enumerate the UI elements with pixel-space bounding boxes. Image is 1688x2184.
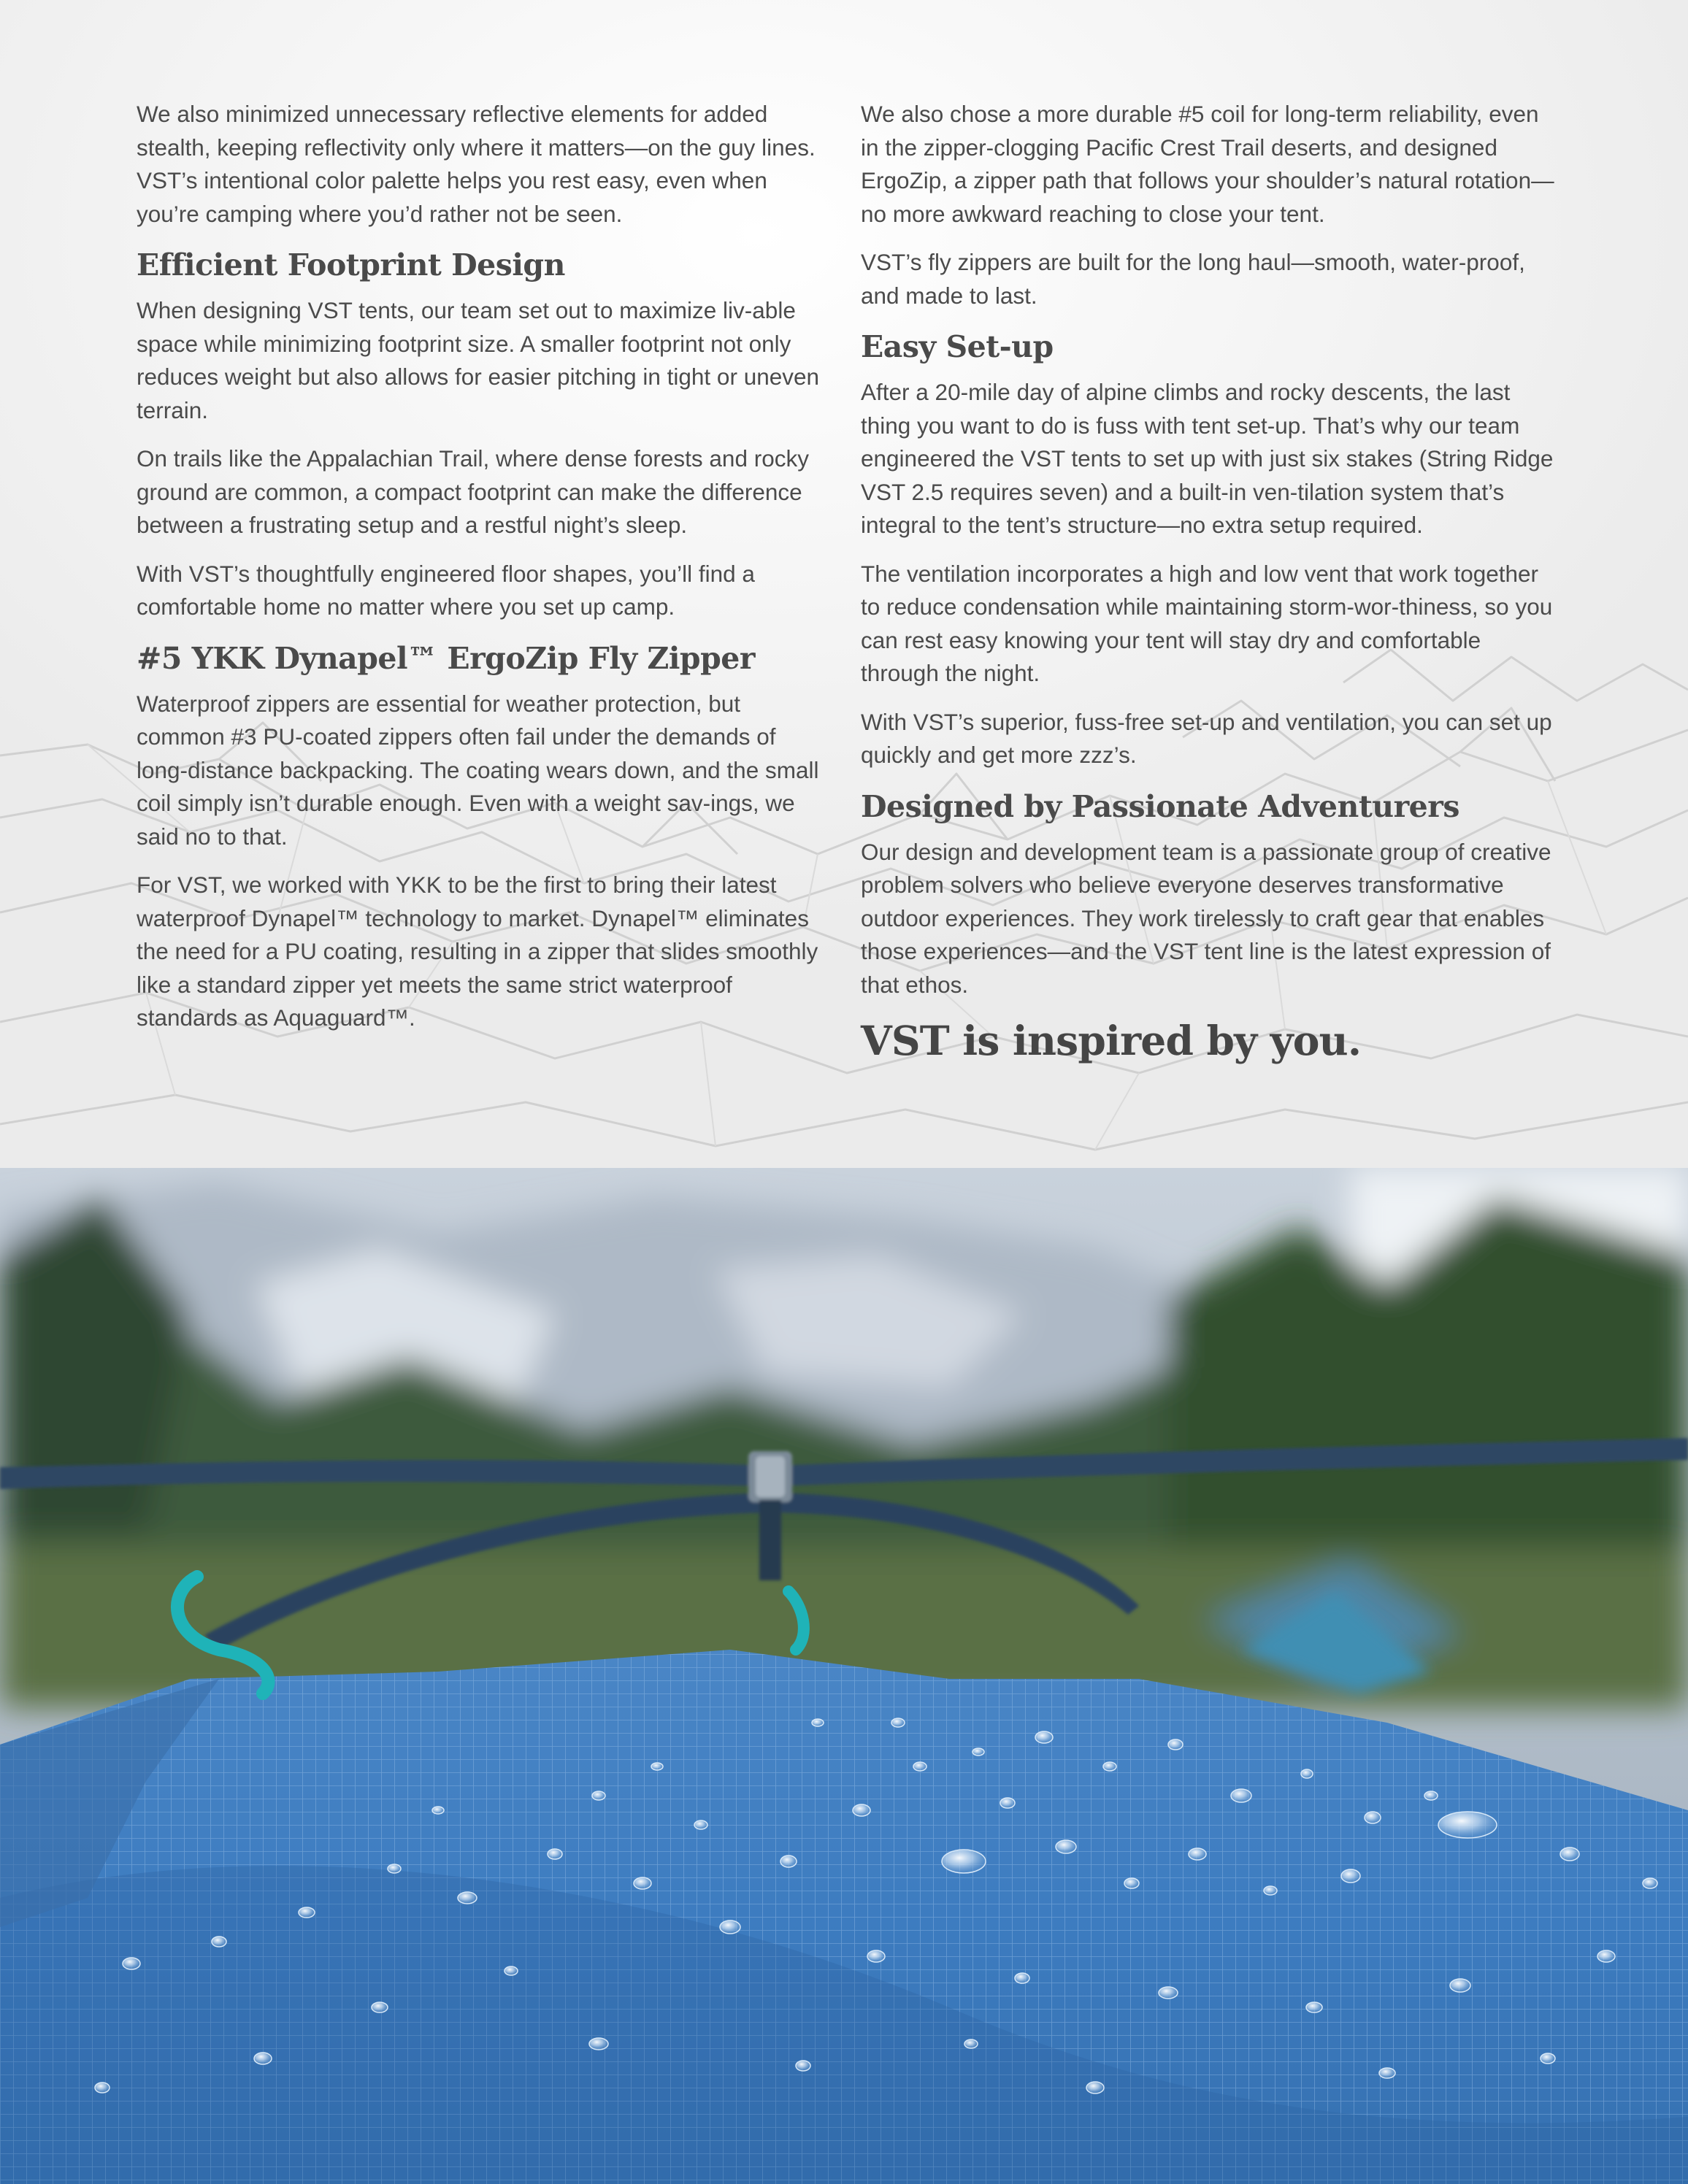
tagline: VST is inspired by you. bbox=[861, 1017, 1362, 1064]
paragraph-setup-1: After a 20-mile day of alpine climbs and rocky descents, the last thing you want to do is fuss with tent set-up. That’s why our team engineered the VST tents to set up with just six stakes (String Ridge VST 2.5 requires seven) and a built-in ven-tilation system that’s integral to the tent’s structure—no extra setup required. bbox=[861, 379, 1554, 538]
heading-designed: Designed by Passionate Adventurers bbox=[861, 788, 1459, 824]
paragraph-designed: Our design and development team is a passionate group of creative problem solvers who believe everyone deserves transformative outdoor experiences. They work tirelessly to craft gear that enables those experiences—and the VST tent line is the latest expression of that ethos. bbox=[861, 838, 1551, 998]
heading-zipper: #5 YKK Dynapel™ ErgoZip Fly Zipper bbox=[137, 640, 755, 676]
paragraph-footprint-1: When designing VST tents, our team set out to maximize liv-able space while minimizing footprint size. A smaller footprint not only reduces weight but also allows for easier pitching in tight or uneven terrain. bbox=[137, 297, 820, 423]
paragraph-coil: We also chose a more durable #5 coil for long-term reliability, even in the zipper-clogging Pacific Crest Trail deserts, and designed ErgoZip, a zipper path that follows your shoulder’s natural rotation—no more awkward reaching to close your tent. bbox=[861, 101, 1554, 227]
paragraph-footprint-3: With VST’s thoughtfully engineered floor shapes, you’ll find a comfortable home no matter where you set up camp. bbox=[137, 560, 755, 620]
paragraph-setup-3: With VST’s superior, fuss-free set-up and ventilation, you can set up quickly and get more zzz’s. bbox=[861, 708, 1552, 768]
heading-setup: Easy Set-up bbox=[861, 329, 1054, 364]
paragraph-zipper-1: Waterproof zippers are essential for weather protection, but common #3 PU-coated zippers often fail under the demands of long-distance backpacking. The coating wears down, and the small coil simply isn’t durable enough. Even with a weight sav-ings, we said no to that. bbox=[137, 690, 819, 850]
paragraph-reflective: We also minimized unnecessary reflective elements for added stealth, keeping reflectivity only where it matters—on the guy lines. VST’s intentional color palette helps you rest easy, even when you’re camping where you’d rather not be seen. bbox=[137, 101, 816, 227]
left-column bbox=[137, 98, 829, 1050]
paragraph-fly-zippers: VST’s fly zippers are built for the long haul—smooth, water-proof, and made to last. bbox=[861, 249, 1525, 309]
heading-footprint: Efficient Footprint Design bbox=[137, 247, 565, 282]
tent-photo bbox=[0, 1168, 1688, 2184]
right-column bbox=[861, 98, 1559, 1065]
tent-photo-illustration bbox=[0, 1168, 1688, 2184]
paragraph-setup-2: The ventilation incorporates a high and low vent that work together to reduce condensation while maintaining storm-wor-thiness, so you can rest easy knowing your tent will stay dry and comfortable through the night. bbox=[861, 560, 1553, 686]
paragraph-footprint-2: On trails like the Appalachian Trail, where dense forests and rocky ground are common, a compact footprint can make the difference between a frustrating setup and a restful night’s sleep. bbox=[137, 445, 809, 538]
paragraph-zipper-2: For VST, we worked with YKK to be the first to bring their latest waterproof Dynapel™ technology to market. Dynapel™ eliminates the need for a PU coating, resulting in a zipper that slides smoothly like a standard zipper yet meets the same strict waterproof standards as Aquaguard™. bbox=[137, 872, 818, 1031]
